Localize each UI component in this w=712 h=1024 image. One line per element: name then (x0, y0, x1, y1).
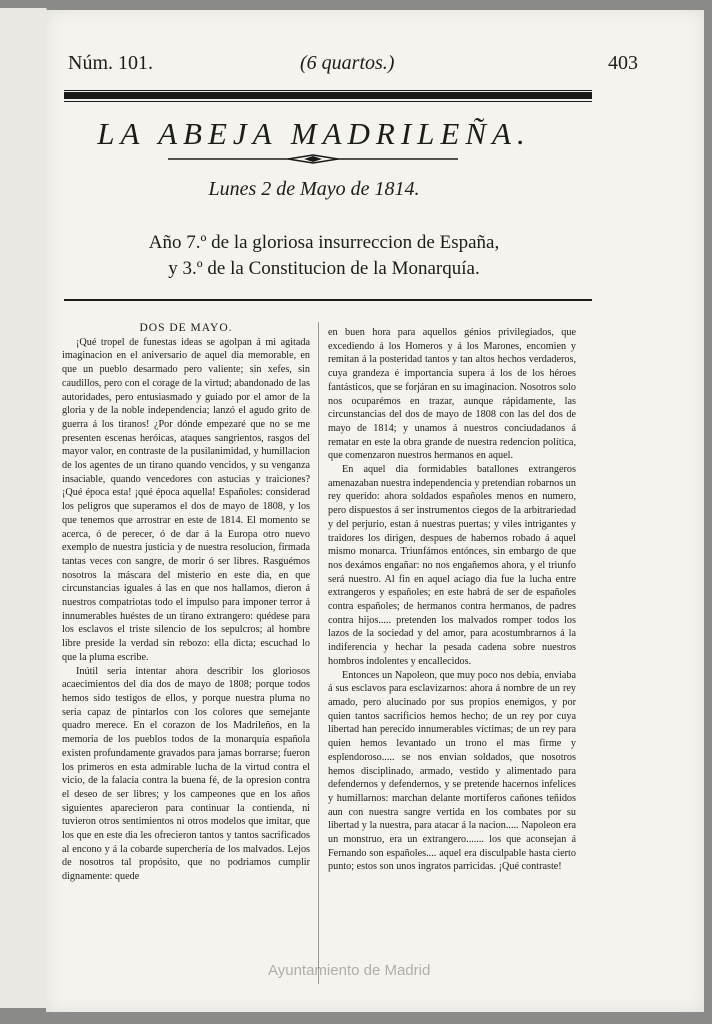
issue-date: Lunes 2 de Mayo de 1814. (208, 178, 420, 200)
previous-page-edge (0, 8, 47, 1008)
header-rule-top (64, 90, 592, 91)
header-rule-bottom (64, 101, 592, 102)
paragraph: Inútil seria intentar ahora describir los gloriosos acaecimientos del dia dos de mayo de 1808; porque todos hemos sido testigos de ellos, y porque nuestra pluma no seria capaz de pintarlos con los colores que semejante quadro merece. En el corazon de los Madrileños, en la memoria de los pueblos todos de la monarquía española existen profundamente gravados para jamas borrarse; fueron los primeros en esta admirable lucha de la virtud contra el vicio, de la falacia contra la buena fé, de la opresion contra el deseo de ser libres; y los campeones que en los años siguientes aparecieron para continuar la contienda, ni tuvieron otros sentimientos ni otros modelos que imitar, que los que en este dia les ofrecieron tantos y tantos sacrificados al encono y á la cobarde superchería de los malvados. Lejos de nosotros tal propósito, que no podriamos cumplir dignamente: quede (62, 665, 310, 883)
archive-watermark: Ayuntamiento de Madrid (268, 962, 431, 979)
issue-header (68, 52, 638, 78)
article-column-right (328, 326, 576, 874)
article-column-left (62, 322, 310, 884)
issue-price: (6 quartos.) (300, 52, 395, 74)
title-ornament-rule (168, 152, 458, 166)
paragraph: En aquel dia formidables batallones extrangeros amenazaban nuestra independencia y pretendian robarnos un rey querido: ahora soldados españoles menos en numero, pero dispuestos á ser instrumentos ciegos de la arbitrariedad y del perjurio, estan á nuestras puertas; y viles intrigantes y traidores los dirigen, despues de habernos robado á aquel mismo monarca. Triunfámos entónces, sin embargo de que nos dexámos engañar: no nos engañemos ahora, y el triunfo será nuestro. Al fin en aquel aciago dia fue la lucha entre extrangeros y españoles; en este habrá de ser de españoles contra españoles; de hermanos contra hermanos, de padres contra hijos..... pretenden los malvados romper todos los lazos de la sociedad y del amor, para acostumbrarnos á la indiferencia y hechar la pesada cadena sobre nuestros hombros indolentes y encallecidos. (328, 464, 576, 667)
issue-number: Núm. 101. (68, 52, 153, 74)
paragraph: ¡Qué tropel de funestas ideas se agolpan á mi agitada imaginacion en el aniversario de aquel dia memorable, en que un pueblo desarmado pero valiente; sin xefes, sin caudillos, pero con el corage de la virtud; abandonado de las autoridades, pero entusiasmado y guiado por el amor de la gloria y de la noble independencia; lanzó el agudo grito de guerra á los tiranos! ¿Por dónde empezaré que no se me presenten escenas heróicas, ataques sangrientos, rasgos del mayor valor, en contraste de la pusilanimidad, y humillacion de los agentes de un tirano quando vencidos, y su venganza insaciable, quando vencedores con astucias y traiciones? ¡Qué época esta! ¡qué época aquella! Españoles: considerad los peligros que superamos el dos de mayo de 1808, y los que tenemos que arrostrar en este de 1814. El momento se acerca, ó de perecer, ó de dar á la Europa otro nuevo exemplo de nuestra justicia y de nuestra resolucion, firmada tantas veces con sangre, de morir ó ser libres. Rasguémos nosotros la máscara del misterio en este dia, en que circunstancias iguales á las en que nos hallamos, dieron á nuestros compatriotas todo el impulso para imponer terror á innumerables huéstes de un tirano extrangero: quédese para los esclavos el triste silencio de los sepulcros; al hombre libre preside la verdad sin rebozo: ella dicta; escuchad lo que la pluma escribe. (62, 336, 310, 663)
newspaper-title: LA ABEJA MADRILEÑA. (97, 116, 531, 151)
paragraph: Entonces un Napoleon, que muy poco nos debia, enviaba á sus esclavos para esclavizarnos: ahora á nombre de un rey amado, pero alucinado por sus propios enemigos, y por quien tantos sacrificios hemos hecho; de un rey por cuya libertad han perecido innumerables víctimas; de un rey para quien hemos levantado un trono el mas firme y esplendoroso..... se nos envian soldados, que nosotros hemos disciplinado, armado, vestido y alimentado para defendernos y defendernos, y se pretende hacernos infelices y humillarnos: marchan delante mortíferos cañones teñidos aun con nuestra sangre vertida en los combates por su libertad y la nuestra, para atacar á la nacion..... Napoleon era un monstruo, era un extrangero....... los que aconsejan á Fernando son españoles.... aquel era disculpable hasta cierto punto; estos son unos ingratos parricidas. ¡Qué contraste! (328, 669, 576, 873)
header-rule-thick (64, 92, 592, 99)
anniversary-line-2: y 3.º de la Constitucion de la Monarquía. (168, 258, 480, 279)
anniversary-line (64, 230, 584, 282)
section-title: DOS DE MAYO. (139, 322, 233, 334)
paragraph: en buen hora para aquellos génios privilegiados, que excediendo á los Homeros y á los Marones, encomien y remitan á la posteridad tantos y tan altos hechos verdaderos, cuya grandeza é importancia supera á los de los héroes fantásticos, que se forjáran en su imaginacion. Nosotros solo nos ocuparémos en trazar, aunque rápidamente, las circunstancias del dos de mayo de 1808 con las del dos de mayo de 1814; y unamos á nuestros conciudadanos á rematar en este la obra grande de nuestra redencion política, que comenzaron nuestros hermanos en aquel. (328, 327, 576, 462)
column-divider (318, 322, 319, 984)
section-rule (64, 299, 592, 301)
page-number: 403 (608, 52, 638, 74)
anniversary-line-1: Año 7.º de la gloriosa insurreccion de España, (148, 232, 500, 253)
